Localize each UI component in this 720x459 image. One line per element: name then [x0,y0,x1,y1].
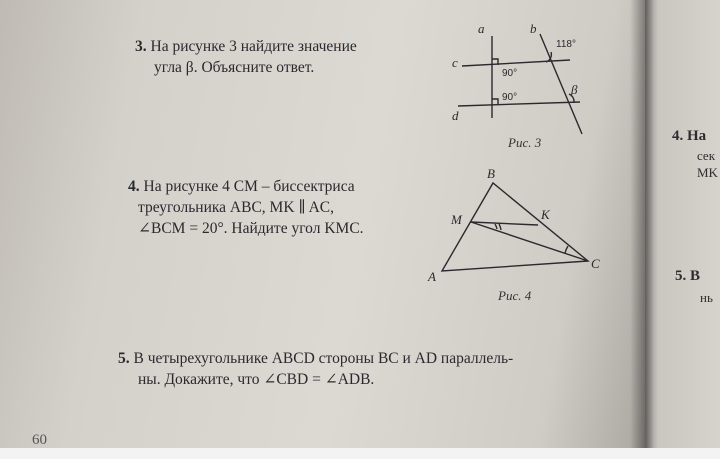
right-page [645,0,720,459]
task-3-number: 3. [135,38,147,55]
right-page-task-4-line-1: 4. На [672,128,707,144]
right-page-task-4-line-3: MK [697,165,718,180]
task-4-line-3: ∠BCM = 20°. Найдите угол KMC. [138,220,364,237]
task-5-number: 5. [118,350,130,367]
bisector-cm [471,222,588,261]
label-c: c [452,55,458,70]
task-5-line-2: ны. Докажите, что ∠CBD = ∠ADB. [138,371,375,388]
angle-beta-label: β [571,82,578,97]
angle-mark-c [565,246,568,253]
page-number: 60 [32,432,47,448]
figure-3-caption: Рис. 3 [508,135,542,150]
angle-mark-m-2 [499,224,501,230]
task-3-line-1: На рисунке 3 найдите значение [150,38,357,55]
task-5 [118,348,618,390]
label-d: d [452,108,459,123]
label-C: C [591,256,600,271]
task-4-number: 4. [128,178,140,195]
triangle-abc [442,183,588,271]
figure-3 [440,22,595,142]
task-3 [135,36,435,78]
label-b: b [530,22,537,36]
right-page-task-5-line-1: 5. В [675,268,701,284]
label-M: M [451,212,462,227]
segment-mk [471,222,538,225]
task-5-line-1: В четырехугольнике ABCD стороны BC и AD параллель- [133,350,514,367]
label-B: B [487,166,495,181]
right-page-task-5-line-2: нь [700,290,713,305]
angle-mark-m-1 [495,224,497,229]
task-4-line-2: треугольника ABC, MK ∥ AC, [138,199,334,216]
angle-90-d-label: 90° [502,92,518,103]
task-3-line-2: угла β. Объясните ответ. [154,59,315,76]
label-K: K [541,207,550,222]
angle-118-label: 118° [556,39,576,50]
task-4-line-1: На рисунке 4 CM – биссектриса [143,178,355,195]
line-d [458,102,580,106]
right-page-task-4-line-2: сек [697,148,716,163]
bottom-strip [0,448,720,459]
angle-90-c-label: 90° [502,68,518,79]
task-4 [128,176,428,239]
label-A: A [428,269,436,284]
page-fold [630,0,654,459]
figure-4-caption: Рис. 4 [498,288,532,303]
figure-4 [425,166,610,291]
label-a: a [478,22,485,36]
